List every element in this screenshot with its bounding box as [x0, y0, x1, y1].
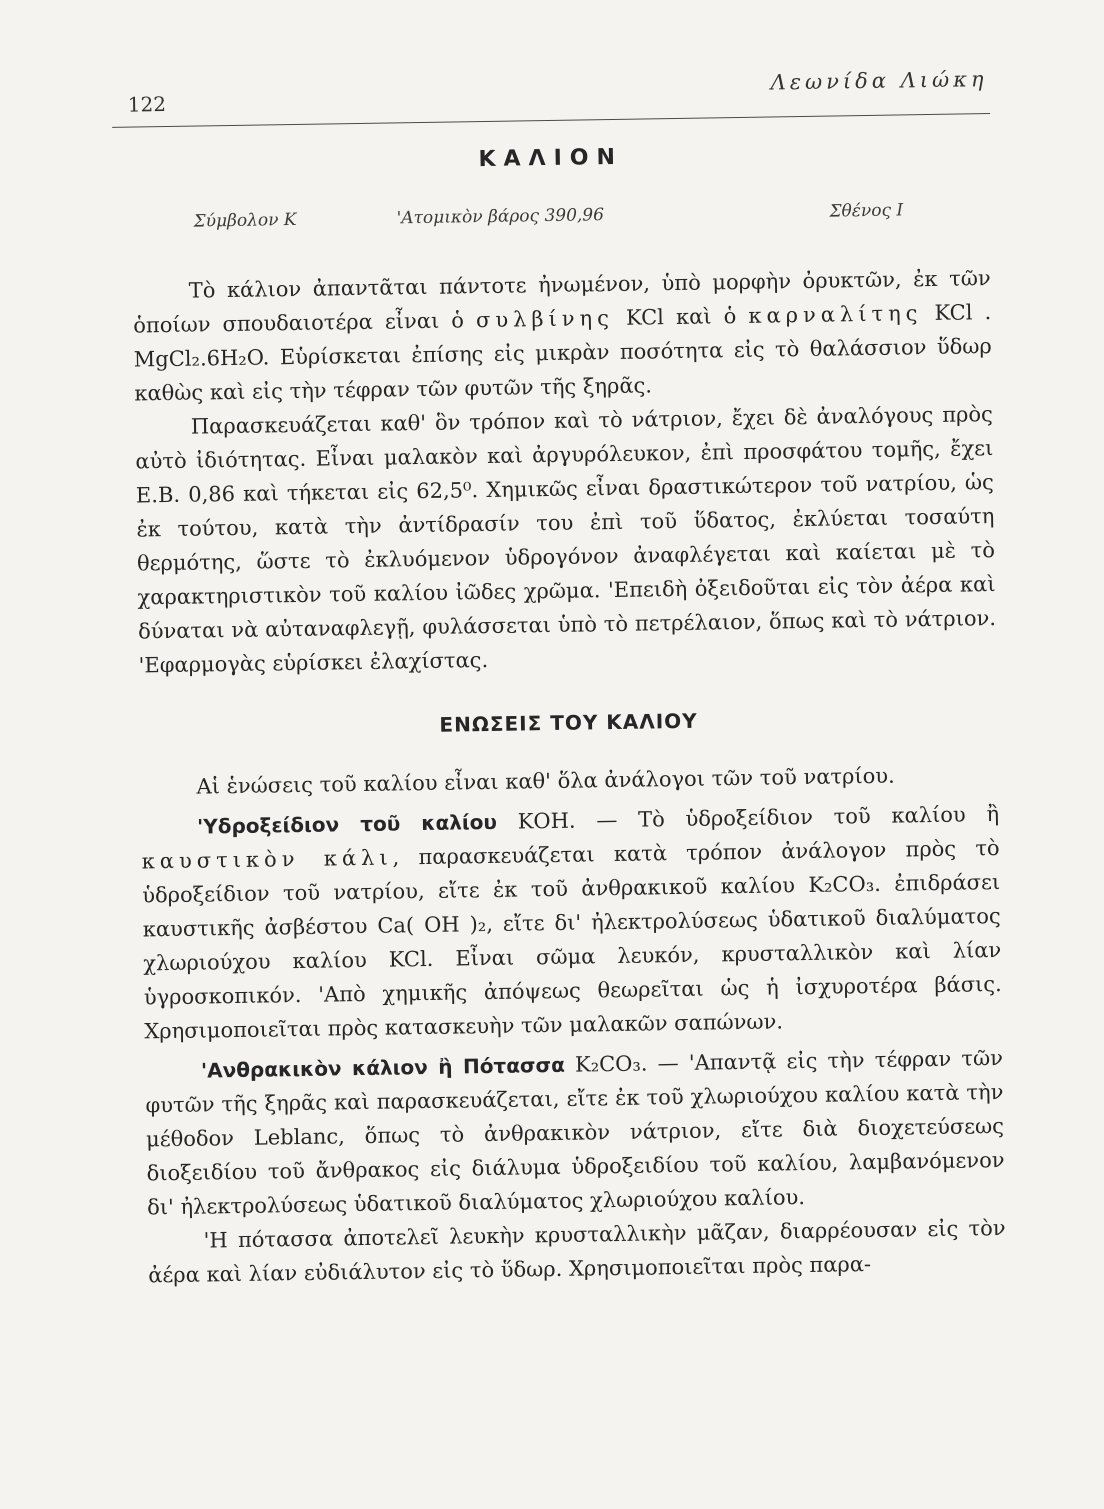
paragraph-occurrence	[132, 261, 992, 410]
term-caustic-potash: καυστικὸν κάλι	[141, 845, 393, 874]
text-run: Τὸ κάλιον ἀπαντᾶται πάντοτε ἠνωμένον, ὑπὸ μορφὴν ὀρυκτῶν, ἐκ τῶν ὁποίων σπουδαιοτέρα εἶναι ὁ	[133, 266, 991, 338]
body-text	[132, 261, 1006, 1292]
term-sylvine: συλβίνης	[475, 305, 615, 333]
page-title: ΚΑΛΙΟΝ	[478, 144, 624, 173]
paragraph-potash: 'Η πότασσα ἀποτελεῖ λευκὴν κρυσταλλικὴν μᾶζαν, διαρρέουσαν εἰς τὸν ἀέρα καὶ λίαν εὐδιάλυτον εἰς τὸ ὕδωρ. Χρησιμοποιεῖται πρὸς παρα-	[148, 1215, 1006, 1288]
valence: Σθένος Ι	[829, 200, 904, 222]
running-head: Λεωνίδα Λιώκη	[770, 67, 988, 95]
element-symbol: Σύμβολον Κ	[193, 209, 297, 232]
text-run: ΚΟΗ. — Τὸ ὑδροξείδιον τοῦ καλίου ἢ	[496, 801, 1000, 834]
subheading-carbonate: 'Ανθρακικὸν κάλιον ἢ Πότασσα	[200, 1052, 566, 1083]
paragraph-properties: Παρασκευάζεται καθ' ὃν τρόπον καὶ τὸ νάτριον, ἔχει δὲ ἀναλόγους πρὸς αὐτὸ ἰδιότητας. Εἶναι μαλακὸν καὶ ἀργυρόλευκον, ἐπὶ προσφάτου τομῆς, ἔχει Ε.Β. 0,86 καὶ τήκεται εἰς 62,5⁰. Χημικῶς εἶναι δραστικώτερον τοῦ νατρίου, ὡς ἐκ τούτου, κατὰ τὴν ἀντίδρασίν του ἐπὶ τοῦ ὕδατος, ἐκλύεται τοσαύτη θερμότης, ὥστε τὸ ἐκλυόμενον ὑδρογόνον ἀναφλέγεται καὶ καίεται μὲ τὸ χαρακτηριστικὸν τοῦ καλίου ἰῶδες χρῶμα. 'Επειδὴ ὀξειδοῦται εἰς τὸν ἀέρα καὶ δύναται νὰ αὐταναφλεγῇ, φυλάσσεται ὑπὸ τὸ πετρέλαιον, ὅπως καὶ τὸ νάτριον. 'Εφαρμογὰς εὑρίσκει ἐλαχίστας.	[135, 402, 997, 678]
page-header	[111, 61, 992, 115]
text-run: KCl . MgCl₂.6H₂O. Εὑρίσκεται ἐπίσης εἰς μικρὰν ποσότητα εἰς τὸ θαλάσσιον ὕδωρ καθὼς καὶ εἰς τὴν τέφραν τῶν φυτῶν τῆς ξηρᾶς.	[133, 300, 992, 406]
page-number: 122	[127, 91, 167, 117]
text-run: K₂CO₃. — 'Απαντᾷ εἰς τὴν τέφραν τῶν φυτῶν τῆς ξηρᾶς καὶ παρασκευάζεται, εἴτε ἐκ τοῦ χλωριούχου καλίου κατὰ τὴν μέθοδον Leblanc, ὅπως τὸ ἀνθρακικὸν νάτριον, εἴτε διὰ διοχετεύσεως διοξειδίου τοῦ ἄνθρακος εἰς διάλυμα ὑδροξειδίου τοῦ καλίου, λαμβανόμενον δι' ἠλεκτρολύσεως ὑδατικοῦ διαλύματος χλωριούχου καλίου.	[145, 1045, 1005, 1220]
subheading-hydroxide: 'Υδροξείδιον τοῦ καλίου	[196, 809, 498, 839]
text-run: KCl καὶ ὁ	[613, 303, 749, 330]
paragraph-hydroxide	[141, 797, 1003, 1048]
header-rule	[112, 113, 990, 128]
paragraph-compounds: Αἱ ἑνώσεις τοῦ καλίου εἶναι καθ' ὅλα ἀνάλογοι τῶν τοῦ νατρίου.	[196, 763, 895, 799]
paragraph-carbonate	[145, 1041, 1006, 1224]
term-carnallite: καρναλίτης	[748, 301, 923, 328]
section-heading: ΕΝΩΣΕΙΣ ΤΟΥ ΚΑΛΙΟΥ	[439, 708, 698, 737]
text-run: , παρασκευάζεται κατὰ τρόπον ἀνάλογον πρὸς τὸ ὑδροξείδιον τοῦ νατρίου, εἴτε ἐκ τοῦ ἀνθρακικοῦ καλίου K₂CO₃. ἐπιδράσει καυστικῆς ἀσβέστου Ca( OH )₂, εἴτε δι' ἠλεκτρολύσεως ὑδατικοῦ διαλύματος χλωριούχου καλίου KCl. Εἶναι σῶμα λευκόν, κρυσταλλικὸν καὶ λίαν ὑγροσκοπικόν. 'Απὸ χημικῆς ἀπόψεως θεωρεῖται ὡς ἡ ἰσχυροτέρα βάσις. Χρησιμοποιεῖται πρὸς κατασκευὴν τῶν μαλακῶν σαπώνων.	[142, 835, 1002, 1044]
atomic-weight: 'Ατομικὸν βάρος 390,96	[396, 205, 605, 229]
